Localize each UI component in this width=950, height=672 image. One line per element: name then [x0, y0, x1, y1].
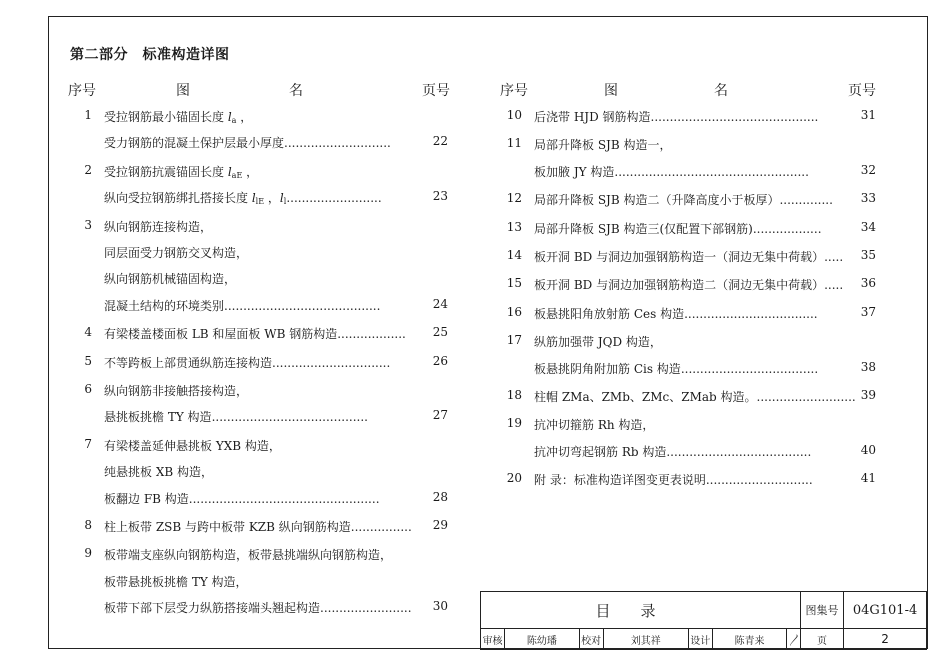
entry-line [104, 573, 448, 590]
entry-suffix: ， [242, 164, 259, 179]
page-ref: 28 [432, 489, 448, 504]
leader-dots: ................................... [684, 306, 818, 321]
entry-text: 板悬挑阴角附加筋 Cis 构造 [534, 361, 681, 376]
review-label: 审核 [481, 629, 505, 650]
designer-name-text: 陈青来 [734, 635, 765, 647]
signature-mark: 〳 [787, 632, 800, 647]
page-ref: 41 [860, 471, 876, 486]
header-fig-right: 图 [604, 83, 618, 99]
header-name-left: 名 [289, 83, 303, 99]
leader-dots: ...................................... [666, 444, 812, 459]
leader-dots: ................ [350, 520, 412, 534]
proofer-name-text: 刘其祥 [630, 635, 661, 647]
entry-text: 柱上板带 ZSB 与跨中板带 KZB 纵向钢筋构造 [104, 520, 351, 534]
leader-dots: .................................................. [188, 491, 380, 506]
leader-dots: ............................... [272, 355, 391, 370]
entry-number: 4 [84, 325, 92, 340]
entry-line [104, 134, 448, 151]
entry-number: 9 [84, 546, 92, 561]
entry-line [104, 189, 448, 206]
entry-line [104, 270, 448, 287]
entry-line [104, 408, 448, 425]
leader-dots: ................................................... [614, 164, 809, 179]
design-label: 设计 [688, 629, 712, 650]
header-page-right: 页号 [848, 83, 876, 99]
entry-text: 板带悬挑板挑檐 TY 构造， [104, 574, 248, 589]
entry-number: 19 [506, 416, 522, 431]
page-number: 2 [844, 629, 927, 650]
atlas-label: 图集号 [801, 592, 844, 629]
entry-text: 有梁楼盖延伸悬挑板 YXB 构造， [104, 438, 281, 453]
entry-text: 受拉钢筋抗震锚固长度 [104, 164, 228, 179]
entry-text: 有梁楼盖楼面板 LB 和屋面板 WB 钢筋构造 [104, 327, 338, 342]
entry-line [104, 218, 448, 235]
header-fig-left: 图 [176, 83, 190, 99]
entry-text: 受拉钢筋最小锚固长度 [104, 110, 228, 124]
page-ref: 27 [432, 408, 448, 423]
leader-dots: ........................ [320, 601, 412, 616]
entry-text: 悬挑板挑檐 TY 构造 [104, 410, 212, 425]
entry-line [534, 388, 876, 405]
leader-dots: ..... [824, 250, 844, 264]
entry-text: 纯悬挑板 XB 构造， [104, 465, 213, 480]
entry-line [104, 382, 448, 399]
entry-suffix: ， [264, 191, 280, 206]
proofer-name [603, 629, 688, 650]
entry-number: 13 [506, 219, 522, 234]
header-no-right: 序号 [500, 83, 528, 99]
entry-line [534, 333, 876, 350]
entry-line [534, 191, 876, 208]
entry-number: 14 [506, 248, 522, 262]
leader-dots: ......................................... [224, 298, 381, 313]
entry-text: 抗冲切箍筋 Rh 构造， [534, 418, 655, 433]
entry-line [104, 354, 448, 371]
entry-line [104, 599, 448, 616]
entry-text: 不等跨板上部贯通纵筋连接构造 [104, 355, 273, 370]
entry-line [104, 325, 448, 342]
page-ref: 40 [860, 442, 876, 457]
page-ref: 33 [860, 191, 876, 206]
math-subscript: l [283, 197, 287, 207]
entry-text: 抗冲切弯起钢筋 Rb 构造 [534, 444, 667, 459]
page-ref: 35 [860, 248, 876, 262]
entry-line [534, 248, 876, 265]
entry-text: 纵向受拉钢筋绑扎搭接长度 [104, 191, 252, 206]
math-symbol: l [227, 164, 232, 179]
entry-text: 受力钢筋的混凝土保护层最小厚度 [104, 136, 285, 151]
header-name-right: 名 [714, 83, 728, 99]
entry-number: 15 [506, 276, 522, 291]
math-symbol: l [251, 191, 256, 206]
entry-text: 局部升降板 SJB 构造二（升降高度小于板厚） [534, 193, 780, 208]
entry-suffix: ， [236, 110, 253, 124]
entry-text: 局部升降板 SJB 构造一， [534, 138, 672, 153]
entry-number: 16 [506, 304, 522, 319]
entry-number: 5 [84, 353, 92, 368]
entry-line [104, 108, 448, 125]
leader-dots: .................. [752, 221, 822, 236]
entry-number: 1 [84, 108, 92, 122]
leader-dots: ......................................... [211, 410, 368, 425]
page-ref: 36 [860, 276, 876, 291]
entry-text: 纵筋加强带 JQD 构造， [534, 335, 662, 350]
entry-text: 柱帽 ZMa、ZMb、ZMc、ZMab 构造。 [534, 390, 757, 404]
title-block [480, 591, 927, 650]
page-ref: 34 [860, 219, 876, 234]
entry-line [534, 443, 876, 460]
page-ref: 32 [860, 162, 876, 177]
entry-text: 板悬挑阳角放射筋 Ces 构造 [534, 306, 685, 321]
leader-dots: ......................... [286, 191, 382, 206]
entry-line [534, 416, 876, 433]
entry-number: 12 [506, 191, 522, 206]
entry-text: 板加腋 JY 构造 [534, 164, 615, 179]
entry-text: 混凝土结构的环境类别 [104, 298, 225, 313]
entry-line [534, 163, 876, 180]
entry-line [104, 163, 448, 180]
leader-dots: ..... [824, 278, 844, 293]
page-ref: 22 [432, 134, 448, 149]
reviewer-name-text: 陈幼璠 [526, 635, 557, 647]
entry-text: 同层面受力钢筋交叉构造， [104, 246, 249, 260]
entry-line [104, 297, 448, 314]
entry-number: 7 [84, 436, 92, 451]
entry-line [104, 518, 448, 535]
page-ref: 39 [860, 388, 876, 402]
entry-text: 附 录：标准构造详图变更表说明 [534, 473, 706, 488]
entry-line [104, 546, 448, 563]
entry-text: 纵向钢筋非接触搭接构造， [104, 384, 249, 398]
page-label: 页 [801, 629, 844, 650]
entry-number: 20 [506, 471, 522, 486]
page-ref: 23 [432, 189, 448, 204]
leader-dots: ............................................ [650, 110, 819, 124]
entry-line [104, 463, 448, 480]
entry-line [534, 276, 876, 293]
entry-number: 8 [84, 518, 92, 532]
leader-dots: ............................ [705, 473, 813, 488]
leader-dots: .......................... [756, 390, 856, 404]
math-subscript: a [231, 116, 237, 125]
math-subscript: lE [255, 197, 265, 207]
leader-dots: .................................... [680, 361, 819, 376]
math-symbol: l [279, 191, 284, 206]
entry-line [534, 305, 876, 322]
entry-text: 板带下部下层受力纵筋搭接端头翘起构造 [104, 601, 321, 616]
leader-dots: ............................ [284, 136, 391, 151]
header-page-left: 页号 [422, 83, 450, 99]
math-symbol: l [227, 110, 232, 124]
section-title: 第二部分 标准构造详图 [70, 47, 230, 63]
entry-text: 纵向钢筋机械锚固构造， [104, 272, 237, 287]
page-ref: 29 [432, 518, 448, 532]
entry-text: 局部升降板 SJB 构造三(仅配置下部钢筋) [534, 221, 753, 236]
reviewer-name [505, 629, 579, 650]
entry-line [534, 360, 876, 377]
entry-number: 11 [506, 136, 522, 151]
page-ref: 37 [860, 304, 876, 319]
page-ref: 31 [860, 108, 876, 122]
page-ref: 30 [432, 599, 448, 614]
entry-number: 2 [84, 162, 92, 177]
entry-text: 板开洞 BD 与洞边加强钢筋构造二（洞边无集中荷载） [534, 278, 825, 293]
page-ref: 38 [860, 359, 876, 374]
entry-line [534, 108, 876, 125]
entry-number: 3 [84, 217, 92, 232]
entry-text: 纵向钢筋连接构造， [104, 219, 213, 234]
page-ref: 25 [432, 325, 448, 340]
entry-number: 18 [506, 388, 522, 402]
title-block-title: 目录 [481, 592, 801, 629]
entry-line [534, 220, 876, 237]
signature-cell [787, 629, 801, 650]
entry-line [104, 490, 448, 507]
proof-label: 校对 [579, 629, 603, 650]
entry-text: 后浇带 HJD 钢筋构造 [534, 110, 651, 124]
entry-number: 10 [506, 108, 522, 122]
leader-dots: .................. [337, 327, 406, 342]
header-no-left: 序号 [68, 83, 96, 99]
page-ref: 26 [432, 353, 448, 368]
page-ref: 24 [432, 296, 448, 311]
entry-line [104, 244, 448, 261]
entry-line [534, 136, 876, 153]
atlas-number: 04G101-4 [844, 592, 927, 629]
entry-line [534, 471, 876, 488]
entry-text: 板带端支座纵向钢筋构造，板带悬挑端纵向钢筋构造， [104, 548, 393, 563]
entry-text: 板开洞 BD 与洞边加强钢筋构造一（洞边无集中荷载） [534, 250, 825, 264]
entry-number: 6 [84, 382, 92, 396]
entry-line [104, 437, 448, 454]
math-subscript: aE [231, 170, 243, 180]
designer-name [712, 629, 786, 650]
entry-text: 板翻边 FB 构造 [104, 491, 189, 506]
entry-number: 17 [506, 333, 522, 348]
leader-dots: .............. [779, 193, 833, 208]
